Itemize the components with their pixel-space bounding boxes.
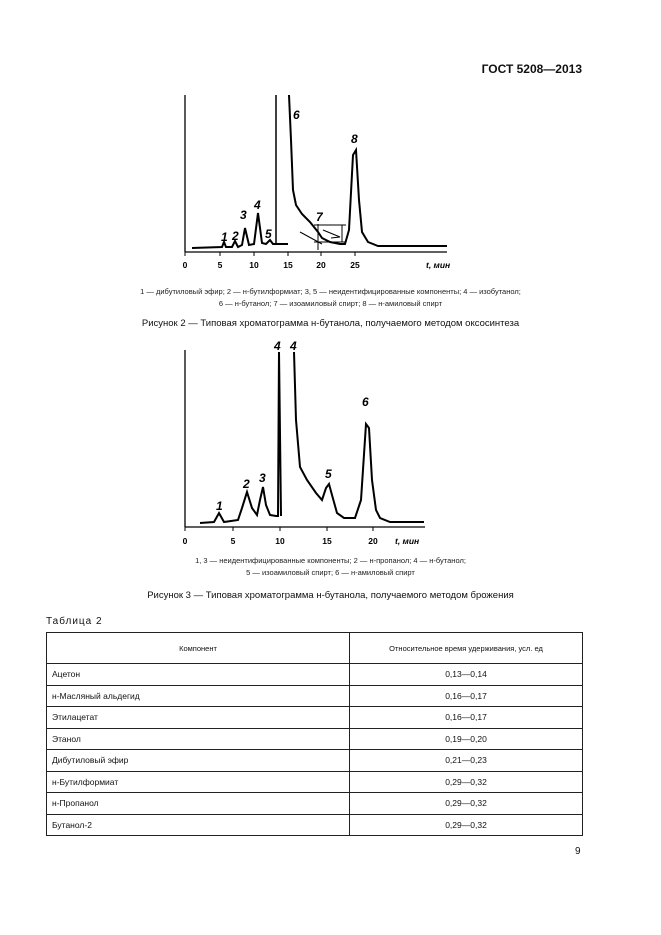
table-row: Бутанол-2 0,29—0,32: [47, 814, 583, 836]
fig3-axis-label: t, мин: [395, 536, 420, 546]
fig2-peak-7: 7: [316, 210, 323, 224]
fig2-peak-3: 3: [240, 208, 247, 222]
fig3-peak-4b: 4: [290, 339, 297, 353]
table-header-component: Компонент: [47, 633, 350, 664]
svg-text:20: 20: [316, 260, 326, 270]
fig3-peak-6: 6: [362, 395, 369, 409]
svg-text:10: 10: [275, 536, 285, 546]
table-row: н-Масляный альдегид 0,16—0,17: [47, 685, 583, 707]
svg-text:15: 15: [283, 260, 293, 270]
fig2-peak-8: 8: [351, 132, 358, 146]
svg-text:20: 20: [368, 536, 378, 546]
table-row: н-Бутилформиат 0,29—0,32: [47, 771, 583, 793]
fig3-tick-labels: [183, 536, 378, 546]
fig3-peak-5: 5: [325, 467, 332, 481]
svg-text:0: 0: [182, 260, 188, 270]
fig2-inset-marks: [300, 224, 346, 250]
fig3-peak-3: 3: [259, 471, 266, 485]
fig2-peak-2: 2: [232, 229, 239, 243]
fig3-legend-1: 1, 3 — неидентифицированные компоненты; 2 — н-пропанол; 4 — н-бутанол;: [195, 556, 466, 565]
page-number: 9: [575, 846, 581, 857]
fig3-trace-2: [294, 352, 424, 522]
fig3-peak-2: 2: [243, 477, 250, 491]
table-header-time: Относительное время удерживания, усл. ед: [350, 633, 583, 664]
fig3-legend-2: 5 — изоамиловый спирт; 6 — н-амиловый спирт: [246, 568, 415, 577]
table-row: н-Пропанол 0,29—0,32: [47, 793, 583, 815]
table-row: Этилацетат 0,16—0,17: [47, 707, 583, 729]
fig2-legend-2: 6 — н-бутанол; 7 — изоамиловый спирт; 8 — н-амиловый спирт: [218, 299, 443, 308]
table-row: Этанол 0,19—0,20: [47, 728, 583, 750]
fig2-tick-labels: [183, 260, 360, 270]
fig2-trace-6: [289, 95, 447, 246]
svg-text:0: 0: [182, 536, 188, 546]
fig2-peak-4: 4: [254, 198, 261, 212]
fig2-peak-5: 5: [265, 227, 272, 241]
table-title: Таблица 2: [46, 616, 103, 627]
fig3-trace: [200, 352, 281, 523]
fig2-peak-1: 1: [221, 230, 228, 244]
table-row: Ацетон 0,13—0,14: [47, 664, 583, 686]
figure2-chromatogram: [0, 0, 661, 290]
fig3-peak-4a: 4: [274, 339, 281, 353]
standard-code: ГОСТ 5208—2013: [481, 62, 582, 76]
fig3-peak-labels: [216, 339, 369, 513]
svg-text:5: 5: [217, 260, 223, 270]
fig2-peak-6: 6: [293, 108, 300, 122]
fig3-caption: Рисунок 3 — Типовая хроматограмма н-бутанола, получаемого методом брожения: [147, 590, 514, 601]
fig3-peak-1: 1: [216, 499, 223, 513]
svg-text:5: 5: [230, 536, 236, 546]
fig2-caption: Рисунок 2 — Типовая хроматограмма н-бутанола, получаемого методом оксосинтеза: [141, 318, 520, 329]
fig2-legend-1: 1 — дибутиловый эфир; 2 — н-бутилформиат; 3, 5 — неидентифицированные компоненты; 4 — изобутанол;: [140, 287, 521, 296]
table-row: Дибутиловый эфир 0,21—0,23: [47, 750, 583, 772]
svg-text:25: 25: [350, 260, 360, 270]
fig2-axis-label: t, мин: [426, 260, 451, 270]
retention-table: [46, 632, 583, 836]
svg-text:15: 15: [322, 536, 332, 546]
svg-text:10: 10: [249, 260, 259, 270]
figure3-chromatogram: [0, 330, 661, 550]
